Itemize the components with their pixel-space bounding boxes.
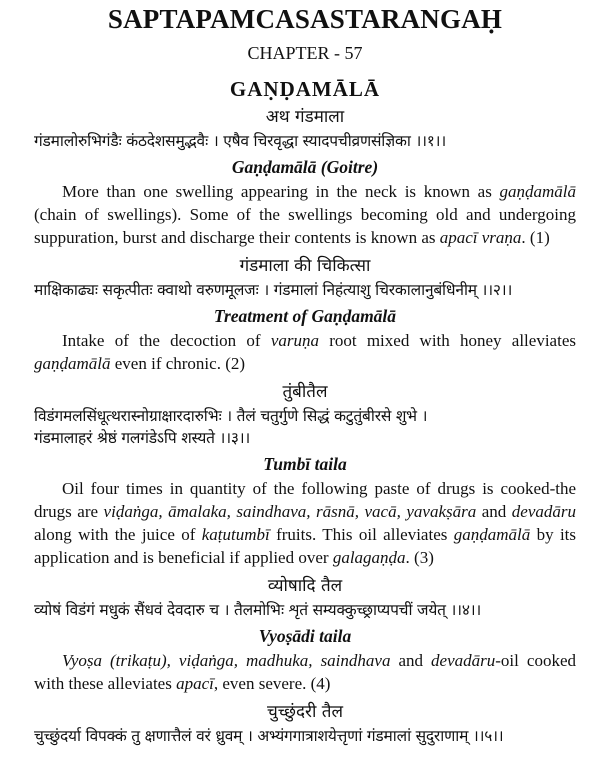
- verse-5: चुच्छुंदर्या विपक्कं तु क्षणात्तैलं वरं ध्रुवम् । अभ्यंगगात्राशयेत्तृणां गंडमालां सुदुराणाम् ।।५।।: [34, 727, 504, 745]
- text-run: Oil four times in quantity of the following paste of drugs is cooked-the drugs are: [34, 479, 576, 521]
- section-5-devanagari-heading: चुच्छुंदरी तैल: [267, 702, 343, 722]
- section-3-paragraph: [34, 477, 576, 569]
- verse-3-line-2: गंडमालाहरं श्रेष्ठं गलगंडेऽपि शस्यते ।।३।।: [34, 429, 251, 447]
- text-run: -oil cooked with these alleviates: [34, 651, 576, 693]
- italic-term: gaṇḍamālā: [453, 525, 531, 544]
- section-2-devanagari-heading: गंडमाला की चिकित्सा: [239, 256, 371, 276]
- italic-term: devadāru: [511, 502, 577, 521]
- italic-term: devadāru: [431, 651, 496, 670]
- section-1-paragraph: [34, 180, 576, 249]
- section-3-devanagari-heading: तुंबीतैल: [282, 382, 328, 402]
- text-run: and: [390, 651, 432, 670]
- italic-term: viḍaṅga, āmalaka, saindhava, rāsnā, vacā, yavakṣāra: [103, 502, 477, 521]
- verse-1: गंडमालोरुभिगंडैः कंठदेशसमुद्भवैः । एषैव चिरवृद्धा स्यादपचीव्रणसंज्ञिका ।।१।।: [34, 132, 447, 150]
- italic-term: varuṇa: [270, 331, 319, 350]
- book-title: SAPTAPAMCASASTARANGAḤ: [107, 4, 503, 34]
- section-2-english-heading: Treatment of Gaṇḍamālā: [213, 306, 397, 326]
- section-4-english-heading: Vyoṣādi taila: [258, 626, 352, 646]
- text-run: . (3): [405, 548, 434, 567]
- italic-term: gaṇḍamālā: [499, 182, 576, 201]
- chapter-title: GAṆḌAMĀLĀ: [229, 77, 381, 101]
- text-run: root mixed with honey alleviates: [318, 331, 576, 350]
- text-run: along with the juice of: [34, 525, 202, 544]
- italic-term: apacī: [176, 674, 214, 693]
- verse-2: माक्षिकाढ्यः सकृत्पीतः क्वाथो वरुणमूलजः । गंडमालां निहंत्याशु चिरकालानुबंधिनीम् ।।२।।: [34, 281, 513, 299]
- section-1-devanagari-heading: अथ गंडमाला: [265, 107, 345, 127]
- italic-term: kaṭutumbī: [201, 525, 270, 544]
- chapter-number: CHAPTER - 57: [247, 43, 363, 63]
- verse-4: व्योषं विडंगं मधुकं सैंधवं देवदारु च । तैलमोभिः शृतं सम्यक्कुच्छ्राप्यपचीं जयेत् ।।४।।: [34, 601, 482, 619]
- text-run: (chain of swellings). Some of the swellings becoming old and undergoing suppuration, burst and discharge their contents is known as: [34, 205, 576, 247]
- section-1-english-heading: Gaṇḍamālā (Goitre): [231, 157, 379, 177]
- text-run: by its application and is beneficial if applied over: [34, 525, 577, 567]
- text-run: . (1): [521, 228, 550, 247]
- italic-term: gaṇḍamālā: [34, 354, 111, 373]
- text-run: , even severe. (4): [213, 674, 331, 693]
- italic-term: Vyoṣa (trikaṭu), viḍaṅga, madhuka, saindhava: [62, 651, 391, 670]
- text-run: fruits. This oil alleviates: [269, 525, 454, 544]
- italic-term: galagaṇḍa: [332, 548, 406, 567]
- verse-3-line-1: विडंगमलसिंधूत्थरास्नोग्राक्षारदारुभिः । तैलं चतुर्गुणे सिद्धं कटुतुंबीरसे शुभे ।: [34, 407, 428, 425]
- section-4-paragraph: [34, 649, 576, 695]
- text-run: even if chronic. (2): [110, 354, 246, 373]
- text-run: More than one swelling appearing in the neck is known as: [62, 182, 500, 201]
- section-4-devanagari-heading: व्योषादि तैल: [267, 576, 343, 596]
- italic-term: apacī vraṇa: [439, 228, 522, 247]
- text-run: and: [476, 502, 512, 521]
- section-2-paragraph: [34, 329, 576, 375]
- text-run: Intake of the decoction of: [62, 331, 271, 350]
- section-3-english-heading: Tumbī taila: [263, 454, 347, 474]
